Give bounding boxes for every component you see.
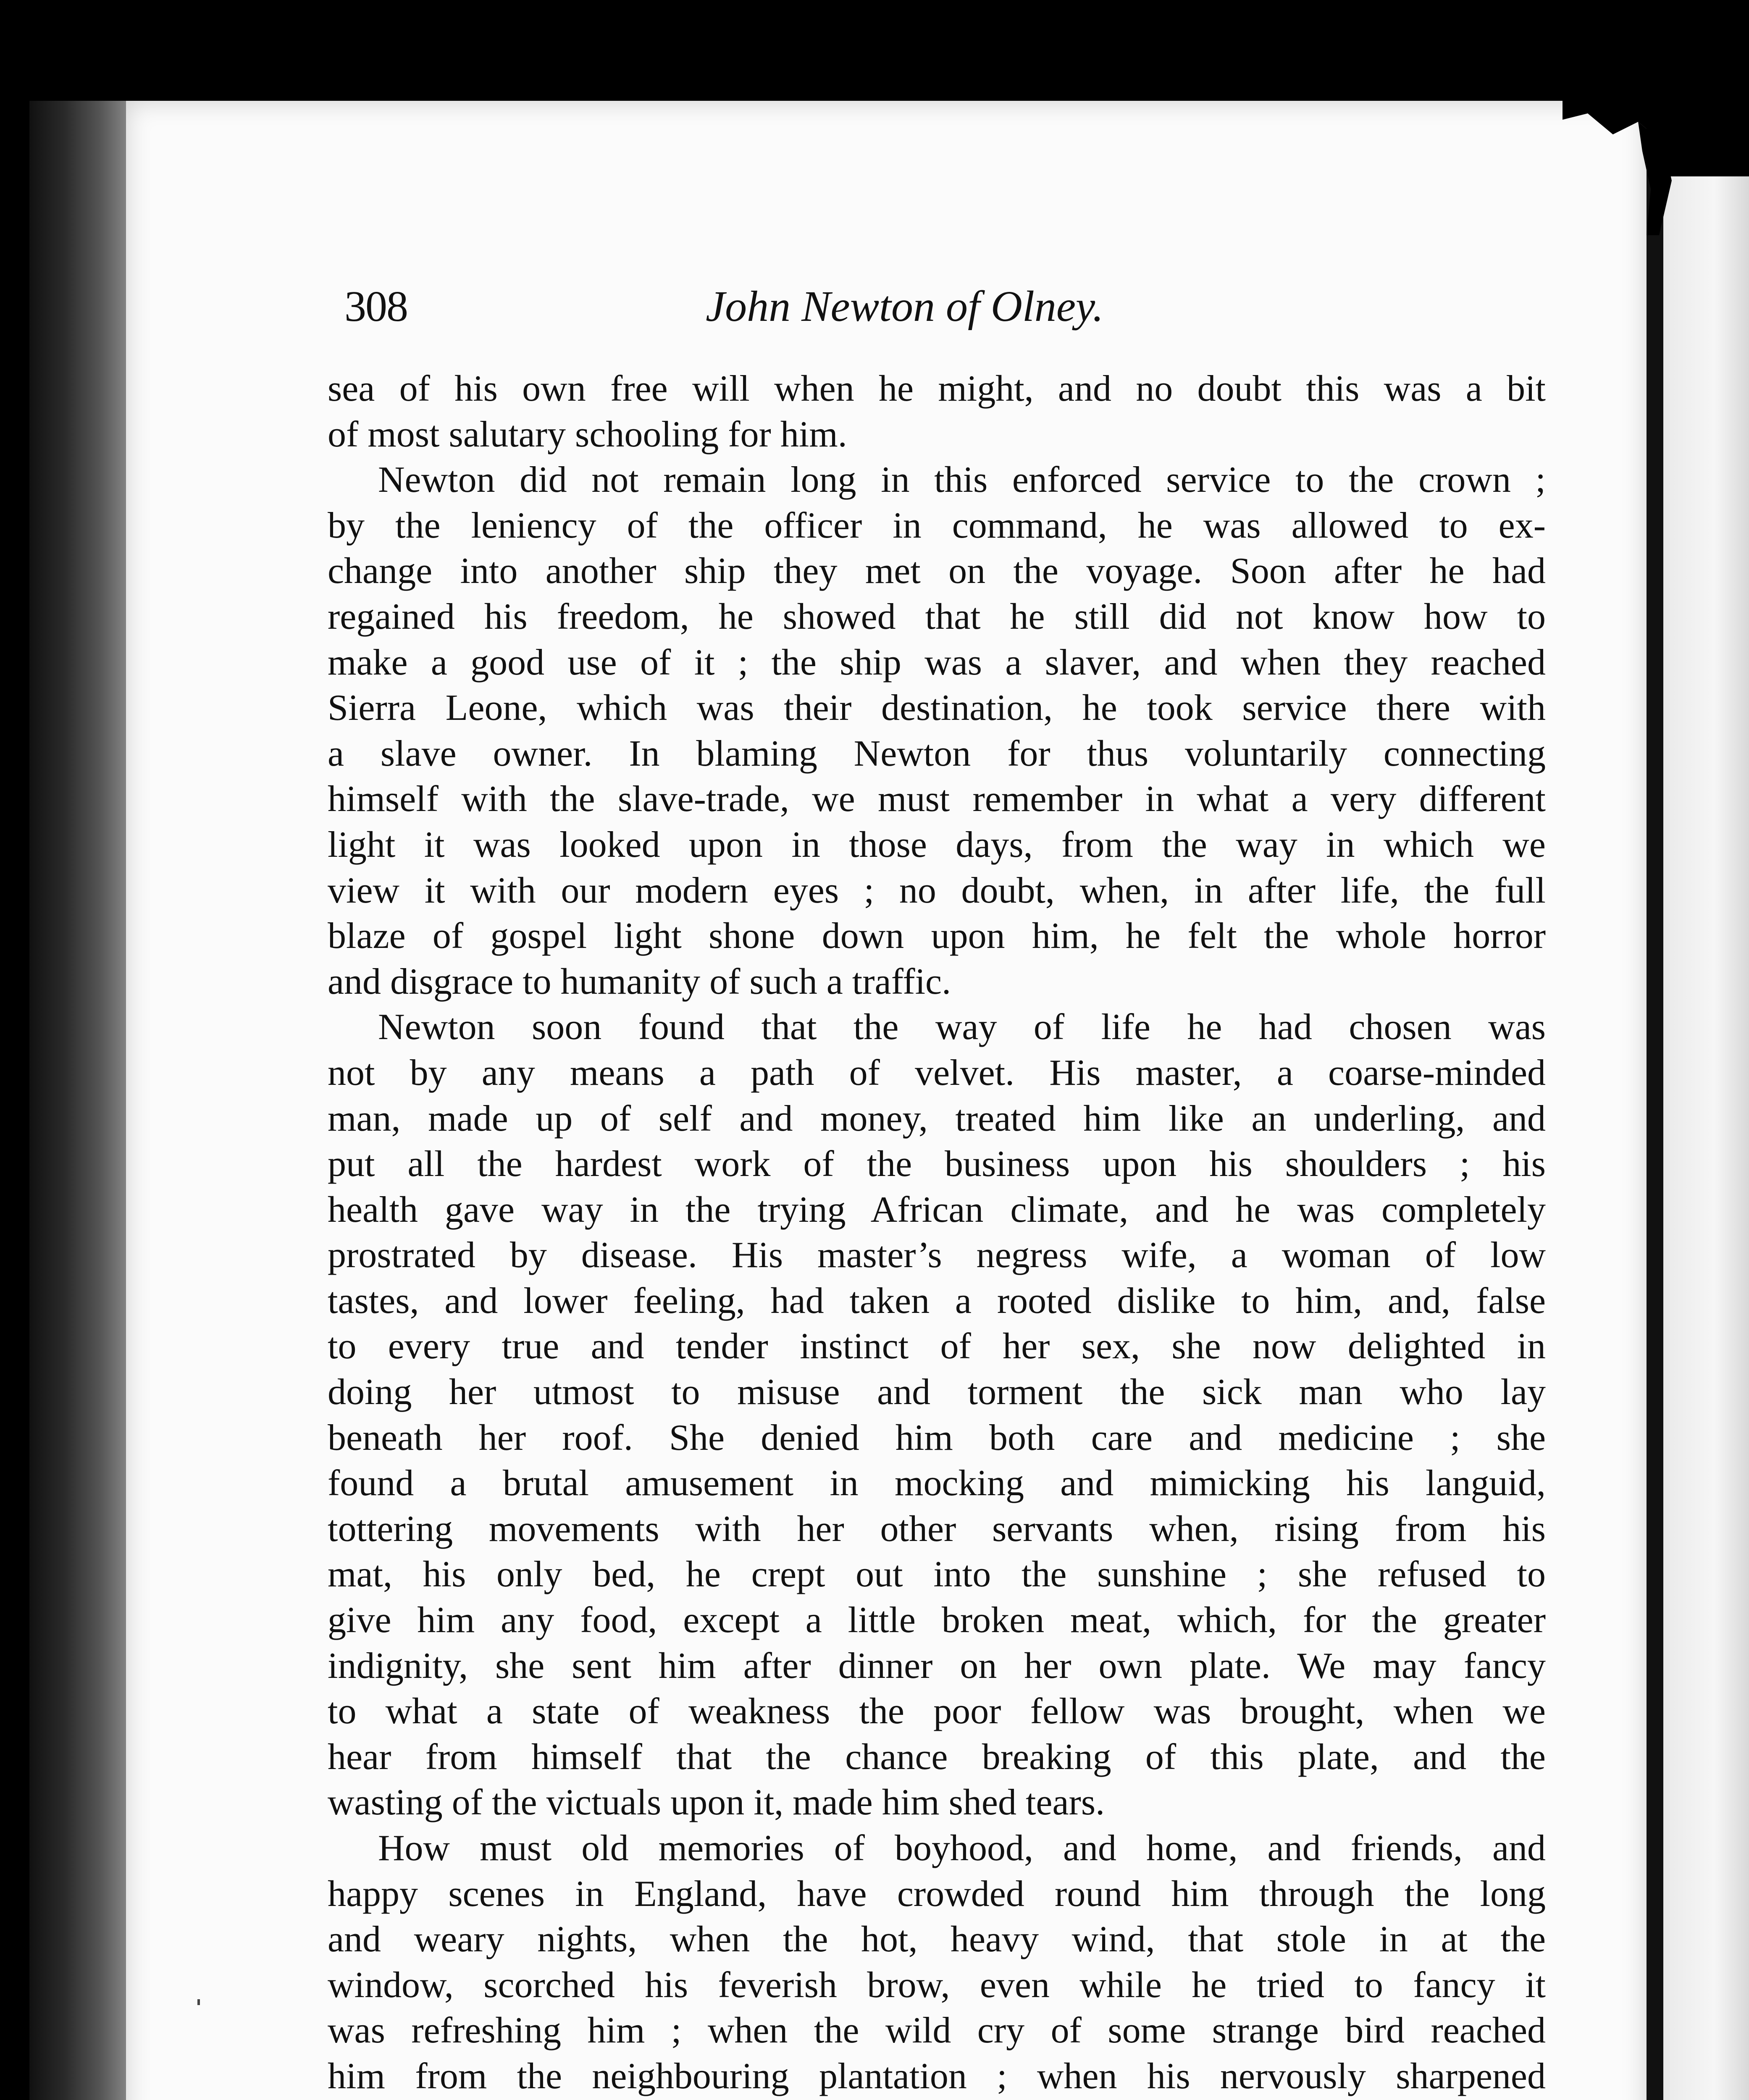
text-line: tastes, and lower feeling, had taken a rooted dislike to him, and, false — [328, 1280, 1546, 1321]
text-line: to what a state of weakness the poor fellow was brought, when we — [328, 1691, 1546, 1732]
text-line: Newton did not remain long in this enforced service to the crown ; — [378, 459, 1546, 501]
text-line: blaze of gospel light shone down upon him, he felt the whole horror — [328, 916, 1546, 957]
text-line: prostrated by disease. His master’s negress wife, a woman of low — [328, 1235, 1546, 1276]
text-line: Newton soon found that the way of life he had chosen was — [378, 1007, 1546, 1048]
text-line: doing her utmost to misuse and torment the sick man who lay — [328, 1372, 1546, 1413]
running-head-title: John Newton of Olney. — [706, 282, 1104, 331]
text-line: change into another ship they met on the voyage. Soon after he had — [328, 551, 1546, 592]
text-line: hear from himself that the chance breaking of this plate, and the — [328, 1736, 1546, 1777]
text-line: view it with our modern eyes ; no doubt, when, in after life, the full — [328, 870, 1546, 911]
page-header — [344, 281, 1563, 340]
text-line: give him any food, except a little broken meat, which, for the greater — [328, 1600, 1546, 1641]
page-edge-shadow — [1647, 160, 1663, 2100]
text-line: wasting of the victuals upon it, made him shed tears. — [328, 1782, 1105, 1823]
text-line: Sierra Leone, which was their destination, he took service there with — [328, 688, 1546, 729]
text-line: himself with the slave-trade, we must remember in what a very different — [328, 779, 1546, 820]
adjacent-page-sliver — [1663, 176, 1749, 2100]
text-line: and weary nights, when the hot, heavy wind, that stole in at the — [328, 1919, 1546, 1960]
dust-speck — [197, 1999, 200, 2005]
text-line: found a brutal amusement in mocking and mimicking his languid, — [328, 1463, 1546, 1504]
text-line: light it was looked upon in those days, from the way in which we — [328, 824, 1546, 865]
book-binding-gutter — [29, 101, 130, 2100]
text-line: beneath her roof. She denied him both care and medicine ; she — [328, 1417, 1546, 1458]
text-line: and disgrace to humanity of such a traffic. — [328, 961, 951, 1002]
text-line: him from the neighbouring plantation ; when his nervously sharpened — [328, 2055, 1546, 2097]
text-line: indignity, she sent him after dinner on her own plate. We may fancy — [328, 1645, 1546, 1686]
text-line: health gave way in the trying African climate, and he was completely — [328, 1189, 1546, 1230]
text-line: not by any means a path of velvet. His master, a coarse-minded — [328, 1052, 1546, 1093]
torn-page-corner — [1563, 97, 1747, 235]
page-number: 308 — [344, 282, 407, 331]
text-line: regained his freedom, he showed that he still did not know how to — [328, 596, 1546, 637]
text-line: sea of his own free will when he might, and no doubt this was a bit — [328, 368, 1546, 409]
text-line: man, made up of self and money, treated him like an underling, and — [328, 1098, 1546, 1139]
text-line: of most salutary schooling for him. — [328, 414, 847, 455]
text-line: was refreshing him ; when the wild cry of some strange bird reached — [328, 2010, 1546, 2051]
text-line: to every true and tender instinct of her sex, she now delighted in — [328, 1326, 1546, 1367]
text-line: window, scorched his feverish brow, even while he tried to fancy it — [328, 1964, 1546, 2006]
text-line: How must old memories of boyhood, and home, and friends, and — [378, 1828, 1546, 1869]
text-line: mat, his only bed, he crept out into the sunshine ; she refused to — [328, 1554, 1546, 1595]
text-line: make a good use of it ; the ship was a slaver, and when they reached — [328, 642, 1546, 683]
text-line: a slave owner. In blaming Newton for thus voluntarily connecting — [328, 733, 1546, 774]
text-line: put all the hardest work of the business upon his shoulders ; his — [328, 1144, 1546, 1185]
text-line: happy scenes in England, have crowded round him through the long — [328, 1873, 1546, 1914]
text-line: tottering movements with her other servants when, rising from his — [328, 1508, 1546, 1549]
text-line: by the leniency of the officer in command, he was allowed to ex- — [328, 505, 1546, 546]
body-text — [328, 366, 1546, 2100]
